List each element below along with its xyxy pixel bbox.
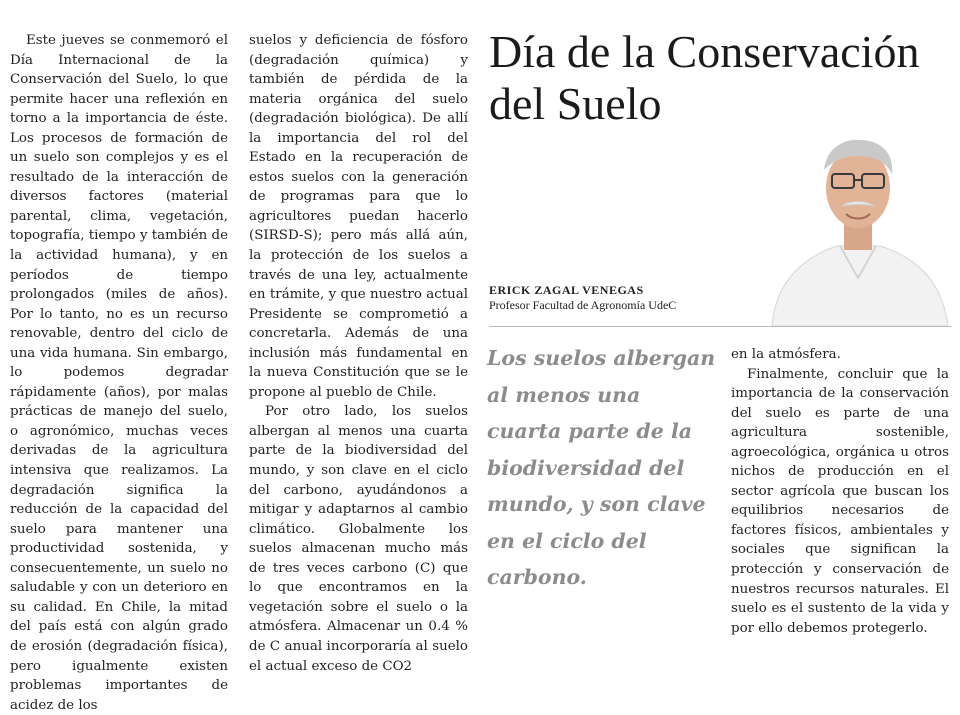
- column-4: [731, 345, 949, 638]
- pull-quote: Los suelos albergan al menos una cuarta parte de la biodiversidad del mundo, y son clave en el ciclo del carbono.: [487, 346, 716, 589]
- paragraph: Finalmente, concluir que la importancia de la conservación del suelo es parte de una agricultura sostenible, agroecológica, orgánica u otros nichos de producción en el sector agrícola que buscan los equilibrios necesarios de factores físicos, ambientales y sociales que significan la protección y conservación de nuestros recursos naturales. El suelo es el sustento de la vida y por ello debemos protegerlo.: [731, 366, 949, 636]
- paragraph: suelos y deficiencia de fósforo (degradación química) y también de pérdida de la materia orgánica del suelo (degradación biológica). De allí la importancia del rol del Estado en la recuperación de estos suelos con la generación de programas para que lo agricultores puedan hacerlo (SIRSD-S); pero más allá aún, la protección de los suelos a través de una ley, actualmente en trámite, y que nuestro actual Presidente se comprometió a concretarla. Además de una inclusión más fundamental en la nueva Constitución que se le propone al pueblo de Chile.: [249, 33, 468, 400]
- paragraph: Por otro lado, los suelos albergan al menos una cuarta parte de la biodiversidad del mundo, y son clave en el ciclo del carbono, ayudándonos a mitigar y adaptarnos al cambio climático. Globalmente los suelos almacenan mucho más de tres veces carbono (C) que lo que encontramos en la vegetación sobre el suelo o la atmósfera. Almacenar un 0.4 % de C anual incorporaría al suelo el actual exceso de CO2: [249, 404, 468, 674]
- author-byline: [489, 283, 769, 313]
- divider: [489, 326, 951, 327]
- column-1: [10, 31, 228, 715]
- paragraph: en la atmósfera.: [731, 347, 841, 362]
- article-title: Día de la Conservación del Suelo: [489, 26, 920, 129]
- paragraph: Este jueves se conmemoró el Día Internacional de la Conservación del Suelo, lo que permite hacer una reflexión en torno a la importancia de éste. Los procesos de formación de un suelo son complejos y es el resultado de la interacción de diversos factores (material parental, clima, vegetación, topografía, tiempo y también de la actividad humana), y en períodos de tiempo prolongados (miles de años). Por lo tanto, no es un recurso renovable, dentro del ciclo de una vida humana. Sin embargo, lo podemos degradar rápidamente (años), por malas prácticas de manejo del suelo, o agronómico, muchas veces derivadas de la agricultura intensiva que realizamos. La degradación significa la reducción de la capacidad del suelo para mantener una productividad sostenida, y consecuentemente, un suelo no saludable y con un deterioro en su calidad. En Chile, la mitad del país está con algún grado de erosión (degradación física), pero igualmente existen problemas importantes de acidez de los: [10, 33, 228, 713]
- author-role: Profesor Facultad de Agronomía UdeC: [489, 298, 677, 312]
- author-name: ERICK ZAGAL VENEGAS: [489, 283, 644, 297]
- author-portrait: [762, 128, 952, 326]
- column-2: [249, 31, 468, 676]
